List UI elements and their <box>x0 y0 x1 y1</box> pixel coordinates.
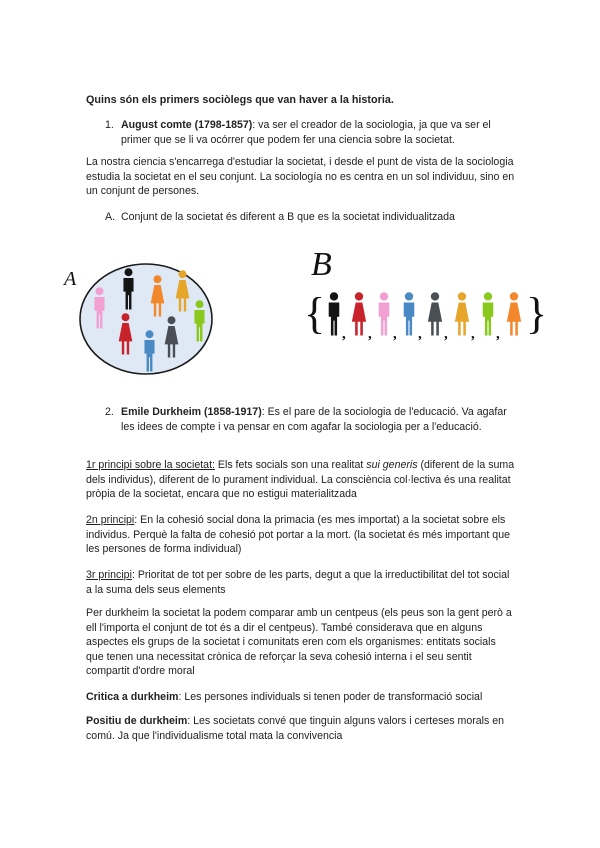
brace-close: } <box>526 289 548 338</box>
label-b: B <box>311 246 332 283</box>
paragraph-sociology: La nostra ciencia s'encarrega d'estudiar la societat, i desde el punt de vista de la sociologia estudia la societat en el seu conjunt. La sociología no es centra en un sol individuu, sino en un conjunt de persones. <box>86 156 515 198</box>
list-number-2: 2. <box>105 406 114 418</box>
person-b-pink-icon <box>379 292 390 335</box>
principle-2 <box>86 513 516 557</box>
durkheim-text: : Es el pare de la sociologia de l'educació. Va agafar les idees de compte i va pensar en com agafar la sociologia per a l'educació. <box>121 406 507 433</box>
person-b-blue-icon <box>404 292 415 335</box>
section-heading: Quins són els primers sociòlegs que van haver a la historia. <box>86 94 394 106</box>
label-a: A <box>64 268 77 290</box>
separator-comma: , <box>342 326 346 342</box>
separator-comma: , <box>471 326 475 342</box>
separator-comma: , <box>496 326 500 342</box>
principle-1-italic: sui generis <box>366 459 418 471</box>
person-b-gray-icon <box>428 292 442 335</box>
brace-open: { <box>304 289 326 338</box>
critica-text: : Les persones individuals si tenen poder de transformació social <box>178 691 483 703</box>
principle-2-label: 2n principi <box>86 514 135 526</box>
sublist-item-a: Conjunt de la societat és diferent a B que es la societat individualitzada <box>121 211 455 223</box>
principle-3 <box>86 568 516 597</box>
separator-comma: , <box>444 326 448 342</box>
principle-1 <box>86 458 516 502</box>
separator-comma: , <box>418 326 422 342</box>
person-b-red-icon <box>352 292 366 335</box>
critica-paragraph <box>86 690 516 705</box>
principle-1-text: Els fets socials son una realitat <box>214 459 367 471</box>
separator-comma: , <box>368 326 372 342</box>
sublist-letter-a: A. <box>105 211 116 223</box>
positiu-label: Positiu de durkheim <box>86 715 188 727</box>
list-item-durkheim <box>121 405 516 434</box>
critica-label: Critica a durkheim <box>86 691 179 703</box>
list-number-1: 1. <box>105 119 114 131</box>
separator-comma: , <box>393 326 397 342</box>
paragraph-centpeus: Per durkheim la societat la podem comparar amb un centpeus (els peus son la gent però a ell l'importa el conjunt de tot és a dir el centpeus). També considerava que en alguns aspectes els grups de la societat i comunitats eren com els organismes: entitats socials que tenen una necessitat crònica de reforçar la seva cohesió interna i el seu sentit compartit d'ordre moral <box>86 607 512 678</box>
durkheim-name: Emile Durkheim (1858-1917) <box>121 406 262 418</box>
principle-3-text: : Prioritat de tot per sobre de les parts, degut a que la irreductibilitat del tot social a la suma dels seus elements <box>86 569 510 596</box>
principle-2-text: : En la cohesió social dona la primacia (es mes importat) a la societat sobre els individus. Perquè la falta de cohesió pot portar a la mort. (la societat és més important que les persones de forma individual) <box>86 514 510 556</box>
comte-name: August comte (1798-1857) <box>121 119 253 131</box>
positiu-text: : Les societats convé que tinguin alguns valors i certeses morals en comú. Ja que l'individualisme total mata la convivencia <box>86 715 505 742</box>
person-b-lime-icon <box>483 292 494 335</box>
positiu-paragraph <box>86 714 516 743</box>
principle-1-text-cont: (diferent de la suma dels individus), diferent de lo purament individual. La consciència col·lectiva és una realitat pròpia de la societat, encara que no estigui materialitzada <box>86 459 515 501</box>
society-ellipse <box>80 264 212 374</box>
person-b-orange-icon <box>507 292 521 335</box>
person-b-gold-icon <box>455 292 469 335</box>
principle-3-label: 3r principi <box>86 569 132 581</box>
person-b-black-icon <box>329 292 340 335</box>
comte-text: : va ser el creador de la sociologia, ja que va ser el primer que se li va ocórrer que podem fer una ciencia sobre la societat. <box>121 119 491 146</box>
principle-1-label: 1r principi sobre la societat: <box>86 459 215 471</box>
